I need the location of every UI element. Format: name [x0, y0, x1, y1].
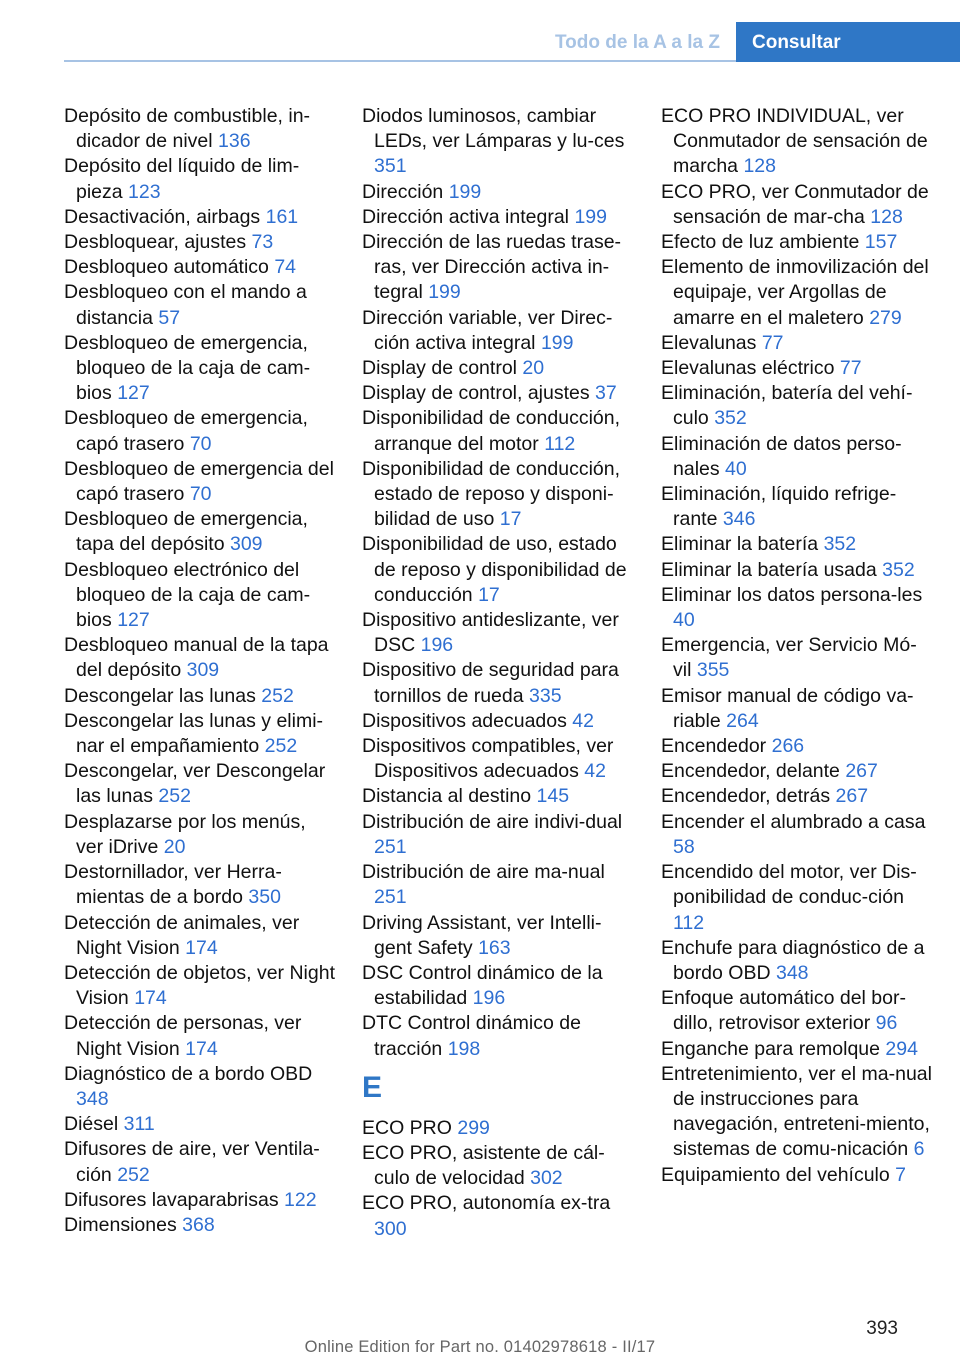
page-reference-link[interactable]: 20 — [522, 357, 545, 380]
index-entry-text: Encender el alumbrado a casa — [661, 810, 926, 833]
page-reference-link[interactable]: 199 — [428, 281, 461, 304]
page-reference-link[interactable]: 199 — [448, 180, 482, 203]
page-reference-link[interactable]: 77 — [839, 357, 862, 380]
page-reference-link[interactable]: 252 — [117, 1163, 150, 1186]
index-entry — [661, 684, 933, 734]
page-reference-link[interactable]: 352 — [882, 558, 915, 581]
index-entry-text: Distribución de aire ma‐nual — [362, 861, 605, 884]
index-entry — [64, 558, 336, 634]
index-entry — [362, 205, 634, 230]
index-entry — [362, 1116, 634, 1141]
index-entry-text: Elemento de inmovilización del equipaje, ver Argollas de amarre en el maletero — [661, 256, 929, 329]
page-reference-link[interactable]: 252 — [158, 785, 191, 808]
index-entry-text: Eliminación de datos perso‐nales — [661, 432, 902, 480]
page-reference-link[interactable]: 70 — [189, 483, 212, 506]
index-entry-text: Difusores lavaparabrisas — [64, 1188, 279, 1211]
index-column-3 — [661, 104, 933, 1188]
page-reference-link[interactable]: 266 — [771, 735, 805, 758]
page-reference-link[interactable]: 17 — [478, 583, 500, 606]
index-entry-text: Destornillador, ver Herra‐mientas de a bordo — [64, 861, 282, 909]
index-entry — [362, 457, 634, 533]
index-entry — [661, 784, 933, 809]
index-entry — [64, 331, 336, 407]
index-entry-text: Dispositivo de seguridad para tornillos de rueda — [362, 659, 619, 707]
index-entry — [661, 356, 933, 381]
page-reference-link[interactable]: 74 — [274, 256, 297, 279]
index-entry-text: Detección de animales, ver Night Vision — [64, 911, 300, 959]
page-reference-link[interactable]: 174 — [185, 1037, 218, 1060]
index-entry-text: Disponibilidad de uso, estado de reposo y disponibilidad de conducción — [362, 533, 627, 606]
index-entry — [64, 1137, 336, 1187]
page-reference-link[interactable]: 37 — [595, 382, 617, 405]
index-entry — [362, 709, 634, 734]
index-entry-text: Encendedor, delante — [661, 760, 840, 783]
index-entry-text: Display de control — [362, 357, 517, 380]
index-entry-text: Equipamiento del vehículo — [661, 1163, 890, 1186]
index-entry — [661, 255, 933, 331]
index-entry — [362, 860, 634, 910]
page-reference-link[interactable]: 196 — [420, 634, 454, 657]
index-entry-text: Emergencia, ver Servicio Mó‐vil — [661, 634, 917, 682]
index-entry — [661, 936, 933, 986]
index-entry — [661, 558, 933, 583]
page-reference-link[interactable]: 346 — [722, 508, 756, 531]
index-entry-text: Desbloqueo de emergencia, capó trasero — [64, 407, 308, 455]
section-tab: Consultar — [736, 22, 960, 62]
page-reference-link[interactable]: 351 — [374, 155, 407, 178]
index-entry-text: Dirección — [362, 180, 444, 203]
index-entry-text: Desbloqueo automático — [64, 256, 269, 279]
page-reference-link[interactable]: 70 — [189, 432, 212, 455]
index-entry-text: Enfoque automático del bor‐dillo, retrovisor exterior — [661, 987, 906, 1035]
index-entry — [661, 734, 933, 759]
index-entry-text: Depósito del líquido de lim‐pieza — [64, 155, 300, 203]
index-entry-text: Distribución de aire indivi‐dual — [362, 810, 623, 833]
index-entry — [661, 381, 933, 431]
page-reference-link[interactable]: 20 — [163, 835, 186, 858]
index-entry-text: Descongelar las lunas y elimi‐nar el empañamiento — [64, 709, 324, 758]
page-reference-link[interactable]: 352 — [823, 533, 857, 556]
index-entry — [64, 457, 336, 507]
page-reference-link[interactable]: 112 — [544, 432, 576, 455]
page-reference-link[interactable]: 128 — [743, 155, 776, 178]
page-reference-link[interactable]: 40 — [673, 609, 695, 632]
index-entry-text: Diodos luminosos, cambiar LEDs, ver Lámparas y lu‐ces — [362, 105, 625, 153]
page-reference-link[interactable]: 145 — [536, 785, 570, 808]
footer-edition: Online Edition for Part no. 01402978618 - II/17 — [304, 1338, 656, 1356]
index-entry-text: Detección de objetos, ver Night Vision — [64, 961, 335, 1010]
index-entry — [362, 1011, 634, 1061]
page-number: 393 — [866, 1318, 898, 1339]
page-reference-link[interactable]: 352 — [714, 407, 747, 430]
index-entry-text: Enchufe para diagnóstico de a bordo OBD — [661, 936, 925, 984]
page-reference-link[interactable]: 199 — [540, 331, 574, 354]
page-reference-link[interactable]: 309 — [186, 659, 220, 682]
index-entry-text: Driving Assistant, ver Intelli‐gent Safety — [362, 911, 602, 959]
index-entry — [362, 810, 634, 860]
index-entry-text: Eliminar la batería — [661, 533, 819, 556]
index-entry — [661, 986, 933, 1036]
page-reference-link[interactable]: 42 — [572, 709, 594, 732]
index-entry-text: Diésel — [64, 1113, 119, 1136]
index-entry-text: Eliminación, batería del vehí‐culo — [661, 382, 913, 430]
index-entry-text: Elevalunas — [661, 331, 757, 354]
page-reference-link[interactable]: 299 — [457, 1116, 490, 1139]
index-entry-text: Descongelar, ver Descongelar las lunas — [64, 760, 326, 808]
index-entry-text: Desbloqueo de emergencia, tapa del depósito — [64, 508, 308, 556]
index-entry-text: DSC Control dinámico de la estabilidad — [362, 961, 603, 1010]
page-reference-link[interactable]: 128 — [870, 205, 903, 228]
index-column-2 — [362, 104, 634, 1242]
page-reference-link[interactable]: 355 — [696, 659, 730, 682]
index-entry — [362, 961, 634, 1011]
index-entry — [362, 180, 634, 205]
index-entry-text: Distancia al destino — [362, 785, 532, 808]
section-title: Todo de la A a la Z — [554, 32, 720, 53]
index-entry — [64, 860, 336, 910]
page-reference-link[interactable]: 264 — [726, 709, 759, 732]
index-entry-text: Desbloqueo manual de la tapa del depósito — [64, 634, 329, 682]
page-reference-link[interactable]: 335 — [529, 684, 562, 707]
index-entry — [661, 810, 933, 860]
index-entry-text: ECO PRO, autonomía ex‐tra — [362, 1192, 611, 1215]
page-reference-link[interactable]: 127 — [117, 382, 150, 405]
index-entry-text: ECO PRO — [362, 1116, 452, 1139]
index-entry — [64, 1188, 336, 1213]
index-entry-text: Disponibilidad de conducción, arranque del motor — [362, 407, 621, 455]
index-entry-text: Dispositivo antideslizante, ver DSC — [362, 609, 619, 657]
index-entry-text: Efecto de luz ambiente — [661, 231, 860, 254]
page-reference-link[interactable]: 267 — [845, 760, 878, 783]
page-reference-link[interactable]: 77 — [761, 331, 784, 354]
index-entry-text: Encendedor, detrás — [661, 785, 831, 808]
index-entry — [64, 633, 336, 683]
index-entry — [661, 482, 933, 532]
index-entry — [661, 759, 933, 784]
page-reference-link[interactable]: 174 — [185, 936, 218, 959]
index-entry — [362, 406, 634, 456]
page-reference-link[interactable]: 58 — [673, 835, 695, 858]
index-entry-text: ECO PRO, ver Conmutador de sensación de mar‐cha — [661, 180, 929, 228]
page-reference-link[interactable]: 348 — [76, 1087, 109, 1110]
page-reference-link[interactable]: 42 — [584, 760, 606, 783]
index-entry — [64, 406, 336, 456]
index-entry-text: Disponibilidad de conducción, estado de reposo y disponi‐bilidad de uso — [362, 457, 621, 531]
page-reference-link[interactable]: 199 — [574, 205, 607, 228]
page-reference-link[interactable]: 311 — [123, 1113, 155, 1136]
index-entry — [661, 583, 933, 633]
index-entry — [64, 1112, 336, 1137]
index-entry-text: Dispositivos compatibles, ver Dispositivos adecuados — [362, 735, 614, 783]
index-entry-text: Desplazarse por los menús, ver iDrive — [64, 810, 306, 858]
index-entry — [661, 1062, 933, 1163]
page-reference-link[interactable]: 196 — [472, 987, 506, 1010]
page-reference-link[interactable]: 6 — [913, 1138, 925, 1161]
index-entry-text: ECO PRO INDIVIDUAL, ver Conmutador de sensación de marcha — [661, 105, 928, 178]
index-entry — [362, 608, 634, 658]
page-reference-link[interactable]: 17 — [499, 508, 522, 531]
page-reference-link[interactable]: 136 — [218, 130, 251, 153]
index-entry-text: Eliminar la batería usada — [661, 558, 877, 581]
index-entry-text: Desbloqueo electrónico del bloqueo de la caja de cam‐bios — [64, 558, 311, 632]
index-entry — [362, 230, 634, 306]
index-entry — [64, 1011, 336, 1061]
index-entry — [362, 356, 634, 381]
index-entry-text: Eliminar los datos persona‐les — [661, 583, 923, 606]
page-reference-link[interactable]: 174 — [134, 987, 167, 1010]
index-entry-text: Dirección variable, ver Direc‐ción activa integral — [362, 306, 613, 354]
page-reference-link[interactable]: 252 — [261, 684, 294, 707]
index-entry-text: Desbloqueo con el mando a distancia — [64, 281, 307, 329]
index-entry — [64, 205, 336, 230]
index-entry — [362, 1191, 634, 1241]
index-entry — [64, 230, 336, 255]
page-reference-link[interactable]: 302 — [530, 1167, 563, 1190]
index-entry — [661, 104, 933, 180]
index-entry — [362, 911, 634, 961]
index-entry — [661, 230, 933, 255]
index-entry — [661, 180, 933, 230]
page-reference-link[interactable]: 57 — [158, 306, 181, 329]
page-reference-link[interactable]: 7 — [895, 1163, 907, 1186]
index-entry — [362, 1141, 634, 1191]
index-entry — [362, 784, 634, 809]
index-entry — [362, 306, 634, 356]
index-entry-text: Detección de personas, ver Night Vision — [64, 1012, 302, 1060]
page-reference-link[interactable]: 40 — [725, 457, 747, 480]
index-entry — [362, 381, 634, 406]
index-entry-text: Elevalunas eléctrico — [661, 357, 835, 380]
index-entry — [64, 104, 336, 154]
page-reference-link[interactable]: 279 — [869, 306, 902, 329]
index-entry-text: Dirección activa integral — [362, 205, 570, 228]
index-entry-text: Desactivación, airbags — [64, 205, 261, 228]
page-reference-link[interactable]: 122 — [284, 1188, 317, 1211]
index-entry-text: Desbloqueo de emergencia del capó trasero — [64, 457, 334, 506]
index-entry — [64, 507, 336, 557]
index-entry-text: Dirección de las ruedas trase‐ras, ver Dirección activa in‐tegral — [362, 231, 622, 304]
index-entry — [362, 658, 634, 708]
index-entry — [64, 1062, 336, 1112]
index-entry — [64, 911, 336, 961]
index-entry — [362, 734, 634, 784]
page-reference-link[interactable]: 157 — [864, 231, 898, 254]
page-reference-link[interactable]: 300 — [374, 1217, 407, 1240]
page-reference-link[interactable]: 267 — [835, 785, 869, 808]
index-entry — [64, 1213, 336, 1238]
index-entry-text: DTC Control dinámico de tracción — [362, 1012, 581, 1060]
index-column-1 — [64, 104, 336, 1238]
index-entry — [661, 331, 933, 356]
page-reference-link[interactable]: 161 — [265, 205, 299, 228]
index-entry-text: Enganche para remolque — [661, 1037, 880, 1060]
index-entry — [64, 280, 336, 330]
index-entry — [362, 104, 634, 180]
page-reference-link[interactable]: 368 — [182, 1213, 215, 1236]
index-entry-text: Eliminación, líquido refrige‐rante — [661, 483, 897, 531]
index-entry-text: Emisor manual de código va‐riable — [661, 684, 914, 732]
page-reference-link[interactable]: 348 — [775, 961, 809, 984]
page-reference-link[interactable]: 163 — [478, 936, 511, 959]
index-entry — [64, 961, 336, 1011]
index-entry-text: Depósito de combustible, in‐dicador de nivel — [64, 105, 311, 153]
index-entry — [661, 1163, 933, 1188]
index-entry-text: Desbloqueo de emergencia, bloqueo de la caja de cam‐bios — [64, 331, 311, 405]
index-entry — [661, 532, 933, 557]
index-entry — [64, 154, 336, 204]
index-entry — [64, 759, 336, 809]
index-entry-text: Diagnóstico de a bordo OBD — [64, 1062, 313, 1085]
index-letter-heading: E — [362, 1070, 383, 1104]
index-entry — [64, 709, 336, 759]
index-entry — [661, 633, 933, 683]
index-entry-text: ECO PRO, asistente de cál‐culo de velocidad — [362, 1141, 605, 1190]
page-reference-link[interactable]: 294 — [885, 1037, 918, 1060]
index-entry-text: Descongelar las lunas — [64, 684, 256, 707]
page-reference-link[interactable]: 252 — [264, 735, 298, 758]
index-entry-text: Difusores de aire, ver Ventila‐ción — [64, 1138, 320, 1186]
index-entry-text: Display de control, ajustes — [362, 382, 590, 405]
page-reference-link[interactable]: 251 — [374, 835, 407, 858]
index-entry — [362, 532, 634, 608]
index-entry-text: Encendido del motor, ver Dis‐ponibilidad de conduc‐ción — [661, 861, 917, 909]
page-reference-link[interactable]: 123 — [128, 180, 161, 203]
index-entry — [661, 432, 933, 482]
index-entry — [64, 684, 336, 709]
page-reference-link[interactable]: 309 — [229, 533, 263, 556]
page-reference-link[interactable]: 251 — [374, 886, 407, 909]
index-entry-text: Desbloquear, ajustes — [64, 231, 247, 254]
index-entry-text: Encendedor — [661, 735, 767, 758]
index-entry — [64, 810, 336, 860]
page-reference-link[interactable]: 127 — [117, 609, 150, 632]
index-entry-text: Dispositivos adecuados — [362, 709, 567, 732]
index-entry-text: Entretenimiento, ver el ma‐nual de instrucciones para navegación, entreteni‐miento, sistemas de comu‐nicación — [661, 1062, 932, 1161]
page-reference-link[interactable]: 350 — [248, 886, 281, 909]
page-reference-link[interactable]: 198 — [447, 1037, 481, 1060]
index-entry — [661, 860, 933, 936]
index-entry-text: Dimensiones — [64, 1213, 177, 1236]
index-entry — [64, 255, 336, 280]
page-reference-link[interactable]: 112 — [673, 911, 705, 934]
index-entry — [661, 1037, 933, 1062]
page-reference-link[interactable]: 96 — [875, 1012, 898, 1035]
page-reference-link[interactable]: 73 — [251, 231, 274, 254]
